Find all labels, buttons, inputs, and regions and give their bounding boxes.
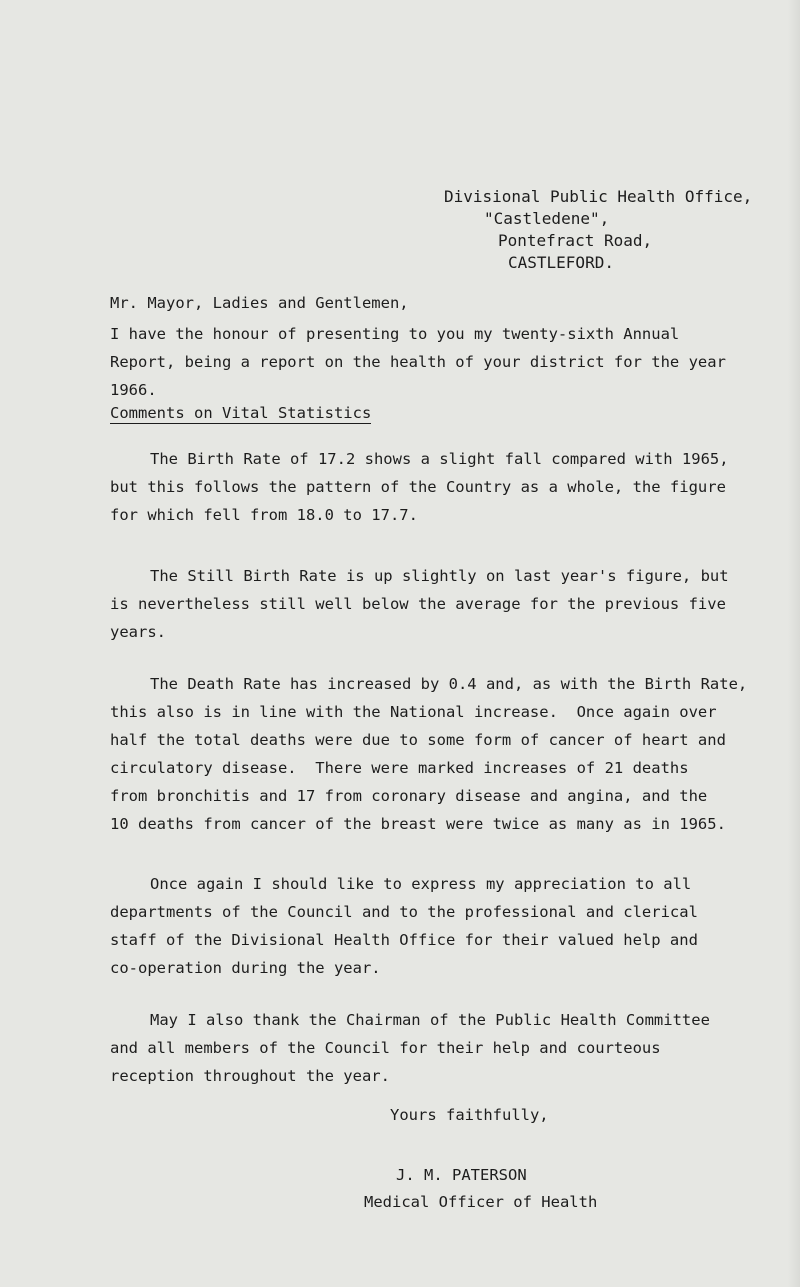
text-line: for which fell from 18.0 to 17.7. [110, 506, 418, 524]
intro-paragraph [110, 320, 726, 404]
text-line: and all members of the Council for their help and courteous [110, 1039, 661, 1057]
text-line: 10 deaths from cancer of the breast were twice as many as in 1965. [110, 815, 726, 833]
paragraph [110, 562, 729, 646]
text-line: The Still Birth Rate is up slightly on last year's figure, but [150, 567, 729, 585]
text-line: co-operation during the year. [110, 959, 381, 977]
text-line: The Death Rate has increased by 0.4 and, as with the Birth Rate, [150, 675, 748, 693]
signatory-name: J. M. PATERSON [396, 1166, 527, 1184]
salutation: Mr. Mayor, Ladies and Gentlemen, [110, 294, 409, 312]
paragraph [110, 1006, 710, 1090]
text-line: 1966. [110, 381, 157, 399]
scan-edge-shadow [788, 0, 800, 1287]
text-line: but this follows the pattern of the Country as a whole, the figure [110, 478, 726, 496]
address-line: Divisional Public Health Office, [444, 187, 753, 206]
address-line: "Castledene", [484, 209, 610, 228]
valediction: Yours faithfully, [390, 1106, 549, 1124]
address-line: Pontefract Road, [498, 231, 653, 250]
text-line: years. [110, 623, 166, 641]
address-block [444, 186, 752, 274]
text-line: staff of the Divisional Health Office for their valued help and [110, 931, 698, 949]
text-line: from bronchitis and 17 from coronary disease and angina, and the [110, 787, 708, 805]
text-line: The Birth Rate of 17.2 shows a slight fall compared with 1965, [150, 450, 729, 468]
paragraph [110, 870, 710, 982]
text-line: Report, being a report on the health of your district for the year [110, 353, 726, 371]
text-line: circulatory disease. There were marked increases of 21 deaths [110, 759, 689, 777]
text-line: May I also thank the Chairman of the Public Health Committee [150, 1011, 710, 1029]
text-line: this also is in line with the National increase. Once again over [110, 703, 717, 721]
signatory-title: Medical Officer of Health [364, 1193, 598, 1211]
paragraph [110, 445, 729, 529]
text-line: reception throughout the year. [110, 1067, 390, 1085]
text-line: I have the honour of presenting to you my twenty-sixth Annual [110, 325, 680, 343]
text-line: Once again I should like to express my appreciation to all [150, 875, 692, 893]
text-line: departments of the Council and to the professional and clerical [110, 903, 698, 921]
text-line: half the total deaths were due to some form of cancer of heart and [110, 731, 726, 749]
text-line: is nevertheless still well below the average for the previous five [110, 595, 726, 613]
address-line: CASTLEFORD. [508, 253, 614, 272]
section-heading: Comments on Vital Statistics [110, 404, 372, 422]
paragraph [110, 670, 748, 838]
